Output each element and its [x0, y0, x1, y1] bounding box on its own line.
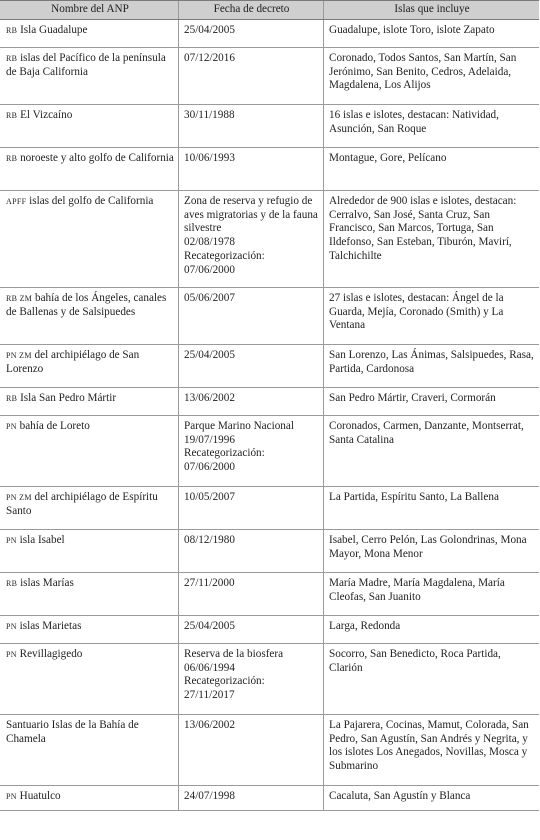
cell-nombre [0, 191, 178, 287]
cell-islas: San Lorenzo, Las Ánimas, Salsipuedes, Rasa, Partida, Cardonosa [323, 345, 539, 387]
cell-fecha [178, 288, 323, 344]
header-islas: Islas que incluye [323, 1, 539, 19]
cell-fecha [178, 20, 323, 47]
cell-fecha [178, 715, 323, 785]
cell-islas: San Pedro Mártir, Craveri, Cormorán [323, 388, 539, 415]
cell-nombre [0, 786, 178, 810]
table-body [0, 20, 539, 811]
decree-date-line: 13/06/2002 [184, 391, 235, 404]
anp-category-prefix: PN [6, 791, 17, 801]
anp-name: del archipiélago de Espíritu Santo [6, 490, 158, 517]
table-row [0, 191, 539, 288]
table-row [0, 616, 539, 644]
cell-nombre [0, 48, 178, 104]
table-row [0, 148, 539, 191]
cell-fecha [178, 487, 323, 529]
cell-islas: Larga, Redonda [323, 616, 539, 643]
table-row [0, 288, 539, 345]
header-nombre: Nombre del ANP [51, 3, 129, 15]
decree-date-line: 24/07/1998 [184, 789, 235, 802]
decree-date-line: Reserva de la biosfera [184, 647, 284, 660]
decree-date-line: 27/11/2000 [184, 576, 235, 589]
cell-islas: Coronado, Todos Santos, San Martín, San Jerónimo, San Benito, Cedros, Adelaida, Magdalena, Los Alijos [323, 48, 539, 104]
decree-date-line: 06/06/1994 [184, 661, 235, 674]
anp-category-prefix: RB [6, 53, 18, 63]
anp-name: Huatulco [19, 789, 61, 802]
table-row [0, 388, 539, 416]
decree-date-line: 30/11/1988 [184, 108, 235, 121]
table-row [0, 105, 539, 148]
cell-fecha [178, 191, 323, 287]
anp-category-prefix: PN [6, 621, 17, 631]
anp-name: islas del golfo de California [29, 194, 154, 207]
cell-nombre [0, 288, 178, 344]
anp-name: isla Isabel [19, 533, 65, 546]
anp-category-prefix: RB [6, 578, 18, 588]
decree-date-line: Zona de reserva y refugio de aves migratorias y de la fauna silvestre [184, 194, 318, 235]
cell-nombre [0, 345, 178, 387]
decree-date-line: 07/06/2000 [184, 263, 235, 276]
header-fecha: Fecha de decreto [178, 1, 323, 19]
anp-name: Isla San Pedro Mártir [20, 391, 117, 404]
table-row [0, 530, 539, 573]
cell-fecha [178, 616, 323, 643]
decree-date-line: 05/06/2007 [184, 291, 235, 304]
cell-fecha [178, 416, 323, 486]
anp-name: Isla Guadalupe [20, 23, 88, 36]
anp-name: Santuario Islas de la Bahía de Chamela [6, 718, 139, 745]
decree-date-line: 10/05/2007 [184, 490, 235, 503]
cell-fecha [178, 530, 323, 572]
anp-name: del archipiélago de San Lorenzo [6, 348, 140, 375]
decree-date-line: 27/11/2017 [184, 689, 235, 702]
decree-date-line: Recategorización: [184, 675, 265, 688]
anp-name: El Vizcaíno [20, 108, 73, 121]
table-row [0, 20, 539, 48]
table-row [0, 644, 539, 715]
cell-nombre [0, 644, 178, 714]
table-row [0, 416, 539, 487]
cell-islas: La Pajarera, Cocinas, Mamut, Colorada, San Pedro, San Agustín, San Andrés y Negrita, y los islotes Los Anegados, Novillas, Mosca y Submarino [323, 715, 539, 785]
anp-category-prefix: PN ZM [6, 492, 32, 502]
anp-name: noroeste y alto golfo de California [20, 151, 174, 164]
table-header-row [0, 0, 539, 20]
anp-name: Revillagigedo [19, 647, 83, 660]
table-row [0, 48, 539, 105]
decree-date-line: 25/04/2005 [184, 23, 235, 36]
decree-date-line: 02/08/1978 [184, 236, 235, 249]
cell-nombre [0, 715, 178, 785]
anp-category-prefix: RB [6, 110, 18, 120]
cell-fecha [178, 148, 323, 190]
anp-category-prefix: PN [6, 649, 17, 659]
cell-islas: 27 islas e islotes, destacan: Ángel de la Guarda, Mejía, Coronado (Smith) y La Ventana [323, 288, 539, 344]
anp-category-prefix: APFF [6, 196, 27, 206]
cell-fecha [178, 105, 323, 147]
cell-nombre [0, 388, 178, 415]
cell-islas: Socorro, San Benedicto, Roca Partida, Clarión [323, 644, 539, 714]
cell-islas: Guadalupe, islote Toro, islote Zapato [323, 20, 539, 47]
cell-nombre [0, 487, 178, 529]
cell-islas: Cacaluta, San Agustín y Blanca [323, 786, 539, 810]
decree-date-line: 19/07/1996 [184, 433, 235, 446]
anp-category-prefix: PN [6, 421, 17, 431]
table-row [0, 487, 539, 530]
decree-date-line: 07/12/2016 [184, 51, 235, 64]
cell-islas: 16 islas e islotes, destacan: Natividad, Asunción, San Roque [323, 105, 539, 147]
cell-nombre [0, 148, 178, 190]
anp-category-prefix: RB [6, 153, 18, 163]
table-row [0, 715, 539, 786]
anp-category-prefix: PN [6, 535, 17, 545]
cell-nombre [0, 573, 178, 615]
anp-name: islas Marietas [19, 619, 82, 632]
cell-nombre [0, 416, 178, 486]
cell-fecha [178, 573, 323, 615]
decree-date-line: Recategorización: [184, 249, 265, 262]
cell-islas: La Partida, Espíritu Santo, La Ballena [323, 487, 539, 529]
anp-category-prefix: RB [6, 25, 18, 35]
anp-category-prefix: RB ZM [6, 293, 33, 303]
anp-category-prefix: PN ZM [6, 350, 32, 360]
cell-nombre [0, 105, 178, 147]
cell-nombre [0, 530, 178, 572]
cell-nombre [0, 20, 178, 47]
decree-date-line: Recategorización: [184, 447, 265, 460]
decree-date-line: 13/06/2002 [184, 718, 235, 731]
cell-nombre [0, 616, 178, 643]
table-row [0, 345, 539, 388]
decree-date-line: 10/06/1993 [184, 151, 235, 164]
anp-name: bahía de Loreto [19, 419, 90, 432]
cell-islas: Isabel, Cerro Pelón, Las Golondrinas, Mona Mayor, Mona Menor [323, 530, 539, 572]
table-row [0, 786, 539, 811]
table-row [0, 573, 539, 616]
decree-date-line: 07/06/2000 [184, 461, 235, 474]
cell-fecha [178, 644, 323, 714]
decree-date-line: 25/04/2005 [184, 348, 235, 361]
decree-date-line: 25/04/2005 [184, 619, 235, 632]
anp-name: islas Marías [20, 576, 74, 589]
anp-name: bahía de los Ángeles, canales de Ballenas y de Salsipuedes [6, 291, 167, 318]
cell-islas: Coronados, Carmen, Danzante, Montserrat, Santa Catalina [323, 416, 539, 486]
cell-islas: Montague, Gore, Pelícano [323, 148, 539, 190]
anp-name: islas del Pacífico de la península de Baja California [6, 51, 166, 78]
cell-fecha [178, 388, 323, 415]
cell-fecha [178, 786, 323, 810]
anp-category-prefix: RB [6, 393, 18, 403]
cell-islas: Alrededor de 900 islas e islotes, destacan: Cerralvo, San José, Santa Cruz, San Francisco, San Marcos, Tortuga, San Ildefonso, San Esteban, Tiburón, Mavirí, Talchichilte [323, 191, 539, 287]
decree-date-line: 08/12/1980 [184, 533, 235, 546]
cell-fecha [178, 48, 323, 104]
cell-islas: María Madre, María Magdalena, María Cleofas, San Juanito [323, 573, 539, 615]
cell-fecha [178, 345, 323, 387]
decree-date-line: Parque Marino Nacional [184, 419, 294, 432]
